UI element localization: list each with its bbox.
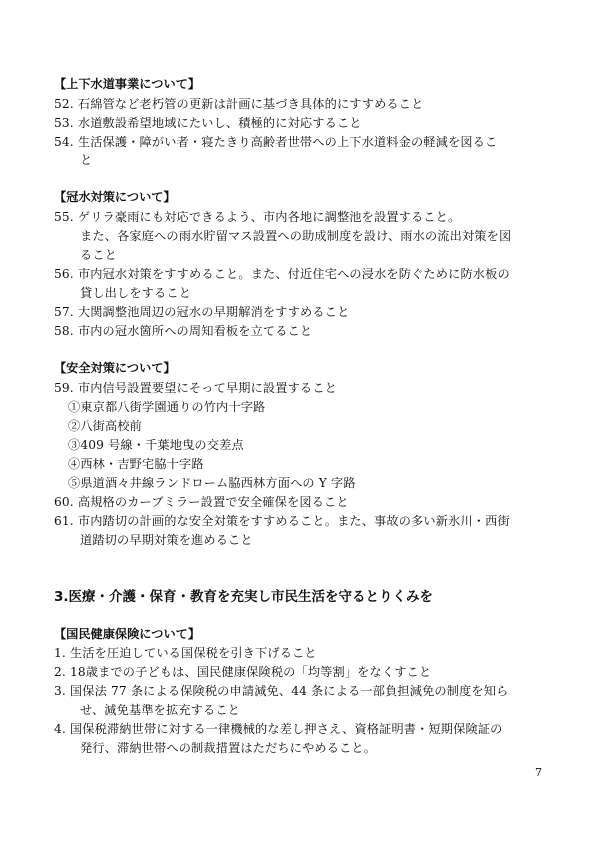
item-4: 4. 国保税滞納世帯に対する一律機械的な差し押さえ、資格証明書・短期保険証の — [54, 722, 503, 736]
item-61: 61. 市内踏切の計画的な安全対策をすすめること。また、事故の多い新氷川・西街 — [54, 514, 510, 528]
item-2: 2. 18歳までの子どもは、国民健康保険税の「均等割」をなくすこと — [54, 665, 432, 679]
item-54-cont: と — [80, 153, 93, 167]
item-60: 60. 高規格のカーブミラー設置で安全確保を図ること — [54, 495, 349, 509]
item-59-sub-5: ⑤県道酒々井線ランドローム脇西林方面への Y 字路 — [68, 476, 356, 490]
item-54: 54. 生活保護・障がい者・寝たきり高齢者世帯への上下水道料金の軽減を図るこ — [54, 135, 498, 149]
item-55: 55. ゲリラ豪雨にも対応できるよう、市内各地に調整池を設置すること。 — [54, 210, 461, 224]
item-59-sub-4: ④西林・吉野宅脇十字路 — [68, 457, 204, 471]
item-4-cont: 発行、滞納世帯への制裁措置はただちにやめること。 — [80, 741, 377, 755]
item-59-sub-3: ③409 号線・千葉地曳の交差点 — [68, 438, 244, 452]
item-56: 56. 市内冠水対策をすすめること。また、付近住宅への浸水を防ぐために防水板の — [54, 267, 510, 281]
item-61-cont: 道踏切の早期対策を進めること — [80, 533, 253, 547]
item-3-cont: せ、減免基準を拡充すること — [80, 703, 241, 717]
chapter-title: 3.医療・介護・保育・教育を充実し市民生活を守るとりくみを — [54, 589, 434, 605]
item-56-cont: 貸し出しをすること — [80, 286, 192, 300]
section-heading-water: 【上下水道事業について】 — [54, 77, 201, 91]
item-53: 53. 水道敷設希望地域にたいし、積極的に対応すること — [54, 116, 362, 130]
item-55-sub-cont: ること — [80, 248, 118, 262]
item-52: 52. 石綿管など老朽管の更新は計画に基づき具体的にすすめること — [54, 97, 424, 111]
page-number: 7 — [535, 766, 542, 779]
section-heading-flood: 【冠水対策について】 — [54, 190, 176, 204]
item-57: 57. 大関調整池周辺の冠水の早期解消をすすめること — [54, 305, 350, 319]
item-55-sub: また、各家庭への雨水貯留マス設置への助成制度を設け、雨水の流出対策を図 — [80, 229, 512, 243]
item-59: 59. 市内信号設置要望にそって早期に設置すること — [54, 381, 337, 395]
item-59-sub-1: ①東京都八街学園通りの竹内十字路 — [68, 400, 266, 414]
item-3: 3. 国保法 77 条による保険税の申請減免、44 条による一部負担減免の制度を知ら — [54, 684, 509, 698]
item-1: 1. 生活を圧迫している国保税を引き下げること — [54, 646, 317, 660]
section-heading-safety: 【安全対策について】 — [54, 361, 176, 375]
section-heading-health: 【国民健康保険について】 — [54, 627, 201, 641]
item-58: 58. 市内の冠水箇所への周知看板を立てること — [54, 324, 313, 338]
item-59-sub-2: ②八街高校前 — [68, 419, 143, 433]
